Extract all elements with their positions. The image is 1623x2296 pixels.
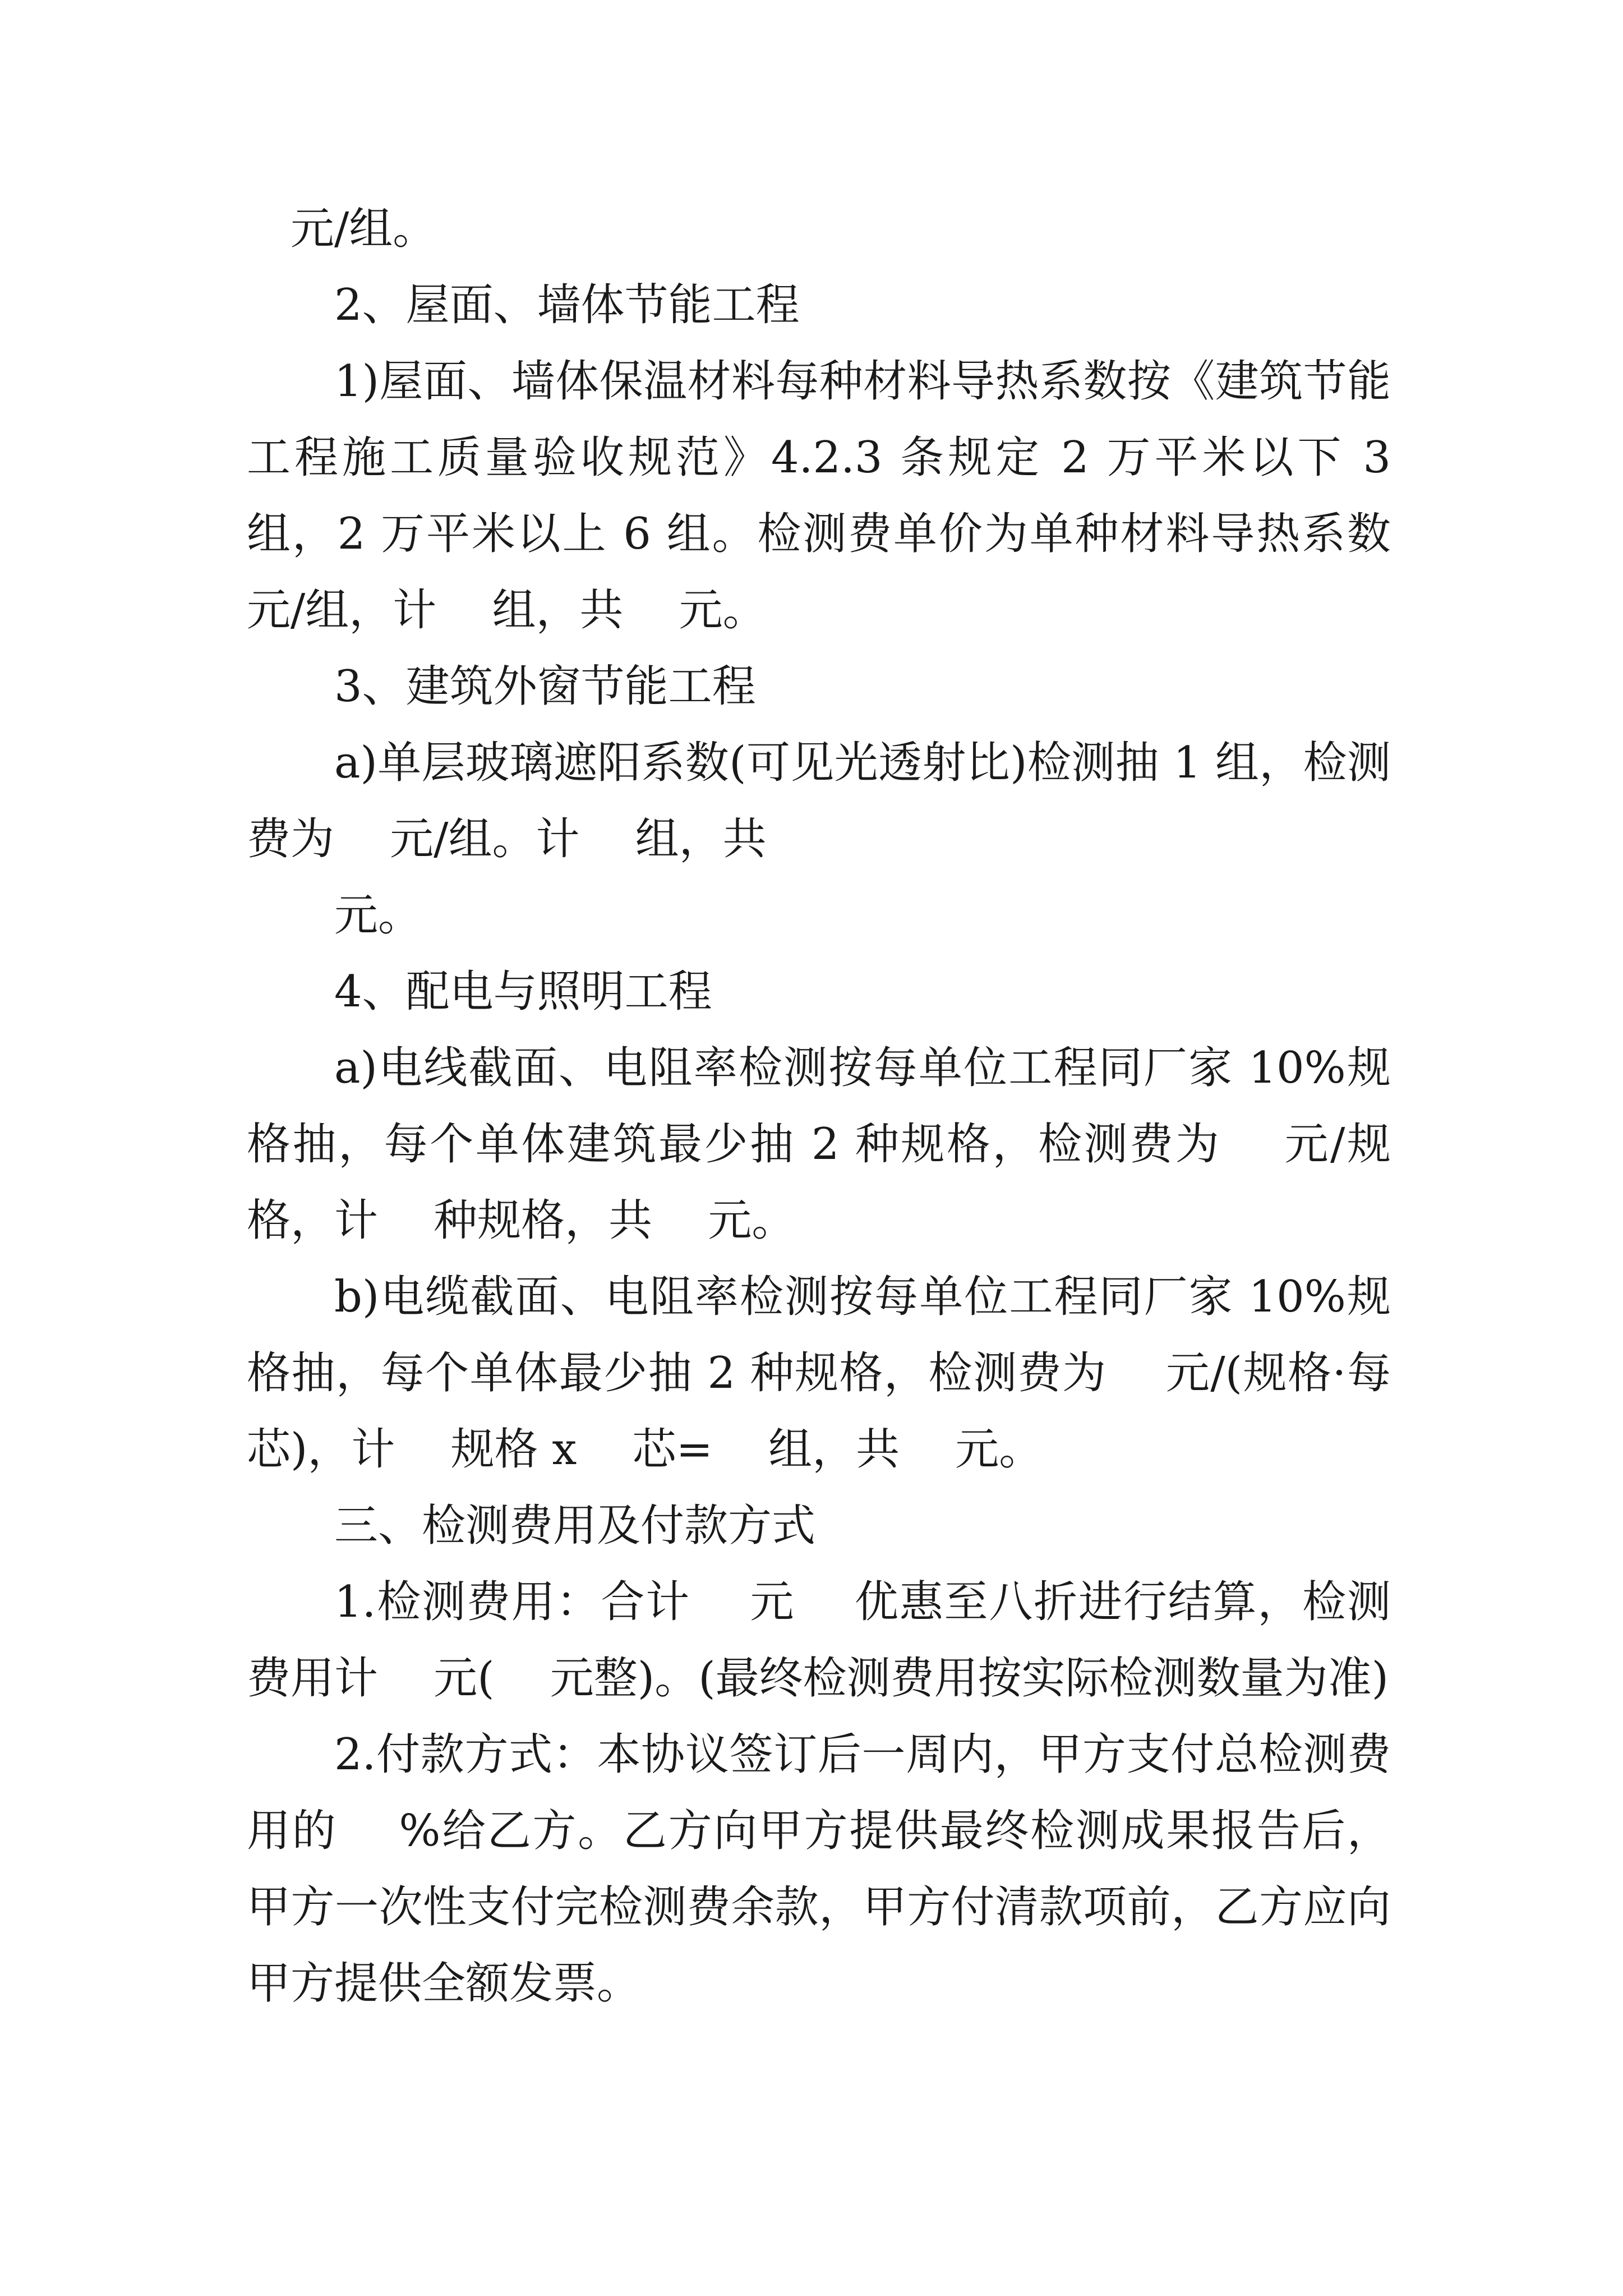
section-heading-roof-wall: 2、屋面、墙体节能工程	[334, 280, 800, 330]
document-body	[247, 191, 1447, 2022]
section-heading-exterior-window: 3、建筑外窗节能工程	[334, 661, 756, 712]
paragraph-insulation-conductivity: 1)屋面、墙体保温材料每种材料导热系数按《建筑节能工程施工质量验收规范》4.2.3 条规定 2 万平米以下 3 组，2 万平米以上 6 组。检测费单价为单种材料导热系数 元/组，计 组，共 元。	[247, 356, 1447, 636]
paragraph-glass-shading-tail: 元。	[334, 890, 422, 941]
paragraph-cable-inspection: b)电缆截面、电阻率检测按每单位工程同厂家 10%规格抽，每个单体最少抽 2 种规格，检测费为 元/(规格·每芯)，计 规格 x 芯= 组，共 元。	[247, 1272, 1391, 1475]
section-heading-power-lighting: 4、配电与照明工程	[334, 967, 712, 1017]
paragraph-unit-price-tail: 元/组。	[291, 204, 437, 254]
paragraph-payment-method: 2.付款方式：本协议签订后一周内，甲方支付总检测费用的 %给乙方。乙方向甲方提供最终检测成果报告后，甲方一次性支付完检测费余款，甲方付清款项前，乙方应向甲方提供全额发票。	[247, 1729, 1391, 2009]
paragraph-glass-shading: a)单层玻璃遮阳系数(可见光透射比)检测抽 1 组，检测费为 元/组。计 组，共	[247, 738, 1391, 864]
section-heading-fees-payment: 三、检测费用及付款方式	[334, 1501, 816, 1551]
paragraph-wire-inspection: a)电线截面、电阻率检测按每单位工程同厂家 10%规格抽，每个单体建筑最少抽 2 种规格，检测费为 元/规格，计 种规格，共 元。	[247, 1043, 1391, 1246]
paragraph-inspection-fee: 1.检测费用：合计 元 优惠至八折进行结算，检测费用计 元( 元整)。(最终检测费用按实际检测数量为准)	[247, 1577, 1391, 1704]
